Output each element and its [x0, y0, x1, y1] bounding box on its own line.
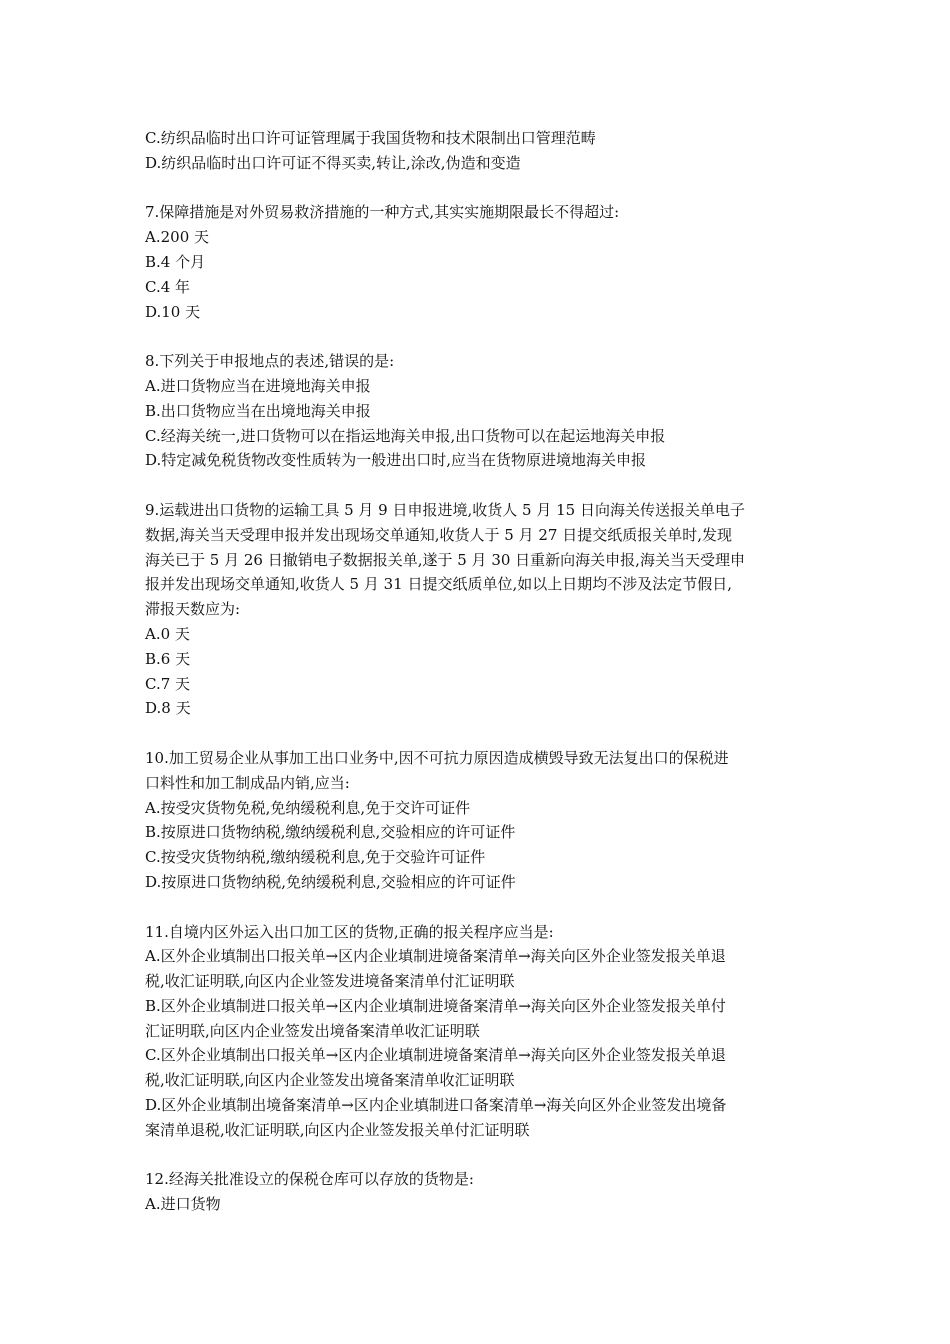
question-7	[145, 200, 810, 324]
question-10	[145, 746, 810, 895]
document-body	[145, 126, 810, 1217]
spacer	[145, 176, 810, 201]
option-6c: C.纺织品临时出口许可证管理属于我国货物和技术限制出口管理范畴	[145, 129, 596, 147]
option-9c: C.7 天	[145, 674, 191, 693]
question-9-stem-line: 报并发出现场交单通知,收货人 5 月 31 日提交纸质单位,如以上日期均不涉及法定节假日,	[145, 575, 733, 594]
question-10-stem-line: 口料性和加工制成品内销,应当:	[145, 773, 350, 792]
spacer	[145, 1143, 810, 1168]
question-7-stem: 7.保障措施是对外贸易救济措施的一种方式,其实实施期限最长不得超过:	[145, 203, 620, 222]
question-9	[145, 498, 810, 721]
option-10b: B.按原进口货物纳税,缴纳缓税利息,交验相应的许可证件	[145, 823, 516, 842]
option-8b: B.出口货物应当在出境地海关申报	[145, 401, 371, 420]
spacer	[145, 324, 810, 349]
question-9-stem-line: 海关已于 5 月 26 日撤销电子数据报关单,遂于 5 月 30 日重新向海关申报,海关当天受理申	[145, 550, 745, 569]
question-9-stem-line: 滞报天数应为:	[145, 600, 241, 619]
question-10-stem-line: 10.加工贸易企业从事加工出口业务中,因不可抗力原因造成横毁导致无法复出口的保税进	[145, 748, 729, 767]
spacer	[145, 473, 810, 498]
option-10c: C.按受灾货物纳税,缴纳缓税利息,免于交验许可证件	[145, 848, 486, 867]
option-11d-line: 案清单退税,收汇证明联,向区内企业签发报关单付汇证明联	[145, 1120, 530, 1139]
option-6d: D.纺织品临时出口许可证不得买卖,转让,涂改,伪造和变造	[145, 153, 521, 172]
option-7a: A.200 天	[145, 228, 209, 247]
option-11a-line: A.区外企业填制出口报关单→区内企业填制进境备案清单→海关向区外企业签发报关单退	[145, 947, 726, 966]
option-7c: C.4 年	[145, 277, 191, 296]
option-12a: A.进口货物	[145, 1195, 221, 1214]
option-11b-line: B.区外企业填制进口报关单→区内企业填制进境备案清单→海关向区外企业签发报关单付	[145, 996, 726, 1015]
option-11c-line: C.区外企业填制出口报关单→区内企业填制进境备案清单→海关向区外企业签发报关单退	[145, 1046, 726, 1065]
question-12	[145, 1167, 810, 1217]
question-12-stem: 12.经海关批准设立的保税仓库可以存放的货物是:	[145, 1170, 474, 1189]
option-7d: D.10 天	[145, 302, 201, 321]
option-8d: D.特定减免税货物改变性质转为一般进出口时,应当在货物原进境地海关申报	[145, 451, 647, 470]
option-11d-line: D.区外企业填制出境备案清单→区内企业填制进口备案清单→海关向区外企业签发出境备	[145, 1096, 727, 1115]
spacer	[145, 721, 810, 746]
option-7b: B.4 个月	[145, 252, 206, 271]
question-8	[145, 349, 810, 473]
option-9d: D.8 天	[145, 699, 191, 718]
option-9a: A.0 天	[145, 624, 190, 643]
spacer	[145, 895, 810, 920]
option-10a: A.按受灾货物免税,免纳缓税利息,免于交许可证件	[145, 798, 471, 817]
question-11	[145, 920, 810, 1143]
question-9-stem-line: 9.运载进出口货物的运输工具 5 月 9 日申报进境,收货人 5 月 15 日向海关传送报关单电子	[145, 500, 745, 519]
question-8-stem: 8.下列关于申报地点的表述,错误的是:	[145, 352, 395, 371]
option-8c: C.经海关统一,进口货物可以在指运地海关申报,出口货物可以在起运地海关申报	[145, 426, 666, 445]
option-9b: B.6 天	[145, 649, 191, 668]
option-10d: D.按原进口货物纳税,免纳缓税利息,交验相应的许可证件	[145, 872, 516, 891]
option-8a: A.进口货物应当在进境地海关申报	[145, 376, 371, 395]
question-6	[145, 126, 810, 176]
option-11b-line: 汇证明联,向区内企业签发出境备案清单收汇证明联	[145, 1021, 480, 1040]
option-11a-line: 税,收汇证明联,向区内企业签发进境备案清单付汇证明联	[145, 972, 515, 991]
question-11-stem: 11.自境内区外运入出口加工区的货物,正确的报关程序应当是:	[145, 922, 554, 941]
question-9-stem-line: 数据,海关当天受理申报并发出现场交单通知,收货人于 5 月 27 日提交纸质报关单时,发现	[145, 525, 733, 544]
option-11c-line: 税,收汇证明联,向区内企业签发出境备案清单收汇证明联	[145, 1071, 515, 1090]
